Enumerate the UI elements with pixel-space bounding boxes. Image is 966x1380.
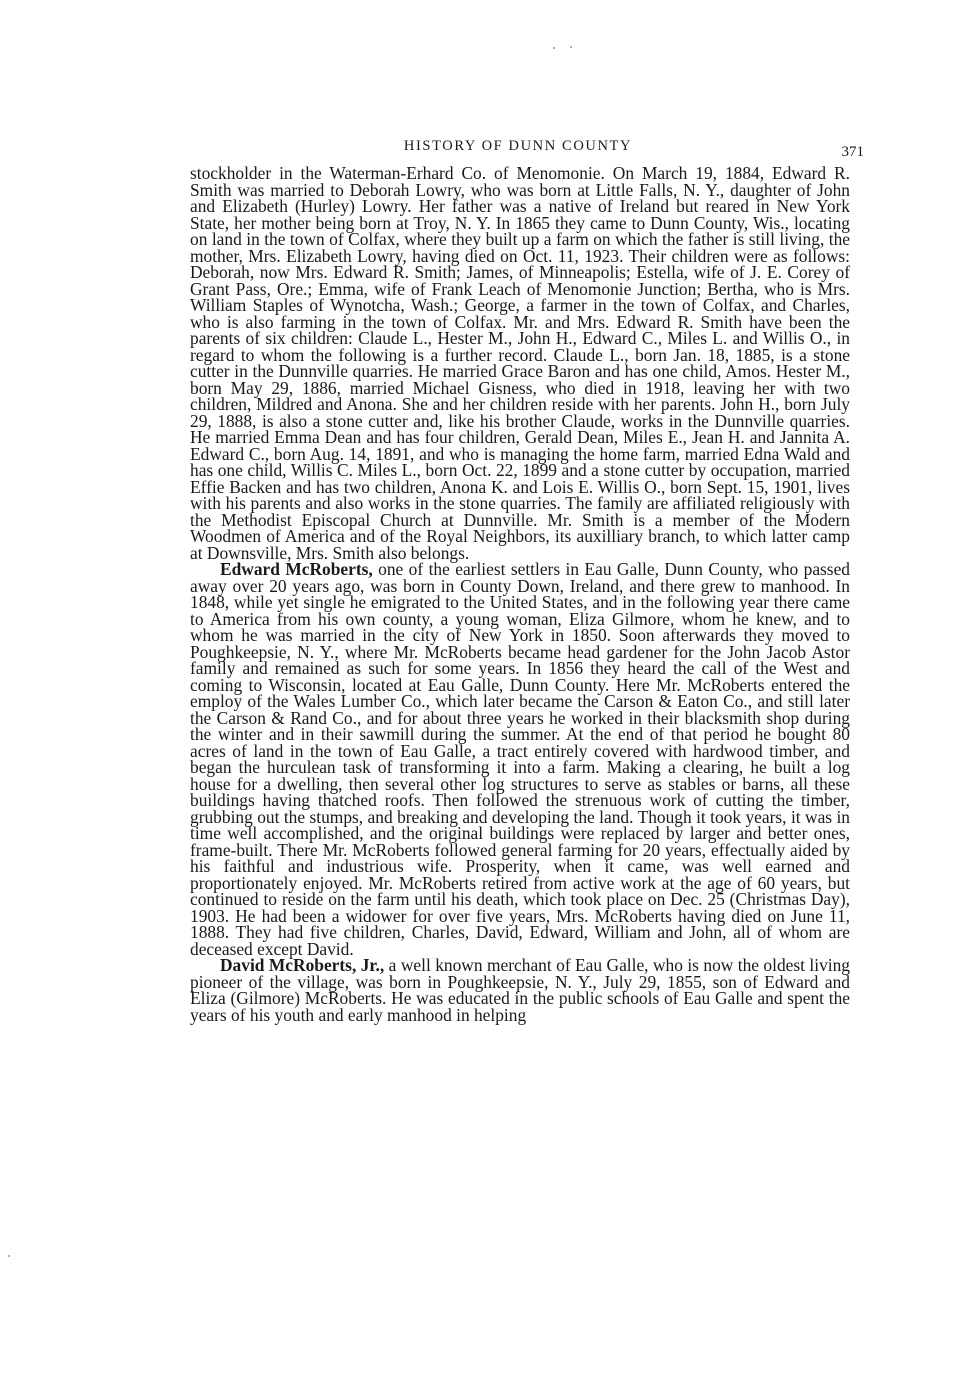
scan-speck bbox=[553, 47, 555, 49]
paragraph-david-mcroberts bbox=[190, 957, 850, 1023]
paragraph-text: a well known merchant of Eau Galle, who is now the oldest living pioneer of the village, was born in Poughkeepsie, N. Y., July 29, 1855, son of Edward and Eliza (Gilmore) McRoberts. He was educated in the public schools of Eau Galle and spent the years of his youth and early manhood in helping bbox=[190, 955, 850, 1025]
page-number: 371 bbox=[841, 144, 864, 160]
paragraph-smith-family bbox=[190, 165, 850, 561]
running-header bbox=[190, 138, 864, 160]
person-name-heading: Edward McRoberts, bbox=[220, 559, 373, 579]
scan-speck bbox=[8, 1255, 10, 1257]
body-text bbox=[190, 165, 850, 1023]
paragraph-edward-mcroberts bbox=[190, 561, 850, 957]
paragraph-text: stockholder in the Waterman-Erhard Co. of Menomonie. On March 19, 1884, Edward R. Smith was married to Deborah Lowry, who was born at Little Falls, N. Y., daughter of John and Elizabeth (Hurley) Lowry. Her father was a native of Ireland but reared in New York State, her mother being born at Troy, N. Y. In 1865 they came to Dunn County, Wis., locating on land in the town of Colfax, where they built up a farm on which the father is still living, the mother, Mrs. Elizabeth Lowry, having died on Oct. 11, 1923. Their children were as follows: Deborah, now Mrs. Edward R. Smith; James, of Minneapolis; Estella, wife of J. E. Corey of Grant Pass, Ore.; Emma, wife of Frank Leach of Menomonie Junction; Bertha, who is Mrs. William Staples of Wynotcha, Wash.; George, a farmer in the town of Colfax, and Charles, who is also farming in the town of Colfax. Mr. and Mrs. Edward R. Smith have been the parents of six children: Claude L., Hester M., John H., Edward C., Miles L. and Willis O., in regard to whom the following is a further record. Claude L., born Jan. 18, 1885, is a stone cutter in the Dunnville quarries. He married Grace Baron and has one child, Amos. Hester M., born May 29, 1886, married Michael Gisness, who died in 1918, leaving her with two children, Mildred and Anona. She and her children reside with her parents. John H., born July 29, 1888, is also a stone cutter and, like his brother Claude, works in the Dunnville quarries. He married Emma Dean and has four children, Gerald Dean, Miles E., Jean H. and Jannita A. Edward C., born Aug. 14, 1891, and who is managing the home farm, married Edna Wald and has one child, Willis C. Miles L., born Oct. 22, 1899 and a stone cutter by occupation, married Effie Backen and has two children, Anona K. and Lois E. Willis O., born Sept. 15, 1901, lives with his parents and also works in the stone quarries. The family are affiliated religiously with the Methodist Episcopal Church at Dunnville. Mr. Smith is a member of the Modern Woodmen of America and of the Royal Neighbors, its auxilliary branch, to which latter camp at Downsville, Mrs. Smith also belongs. bbox=[190, 163, 850, 563]
running-title: HISTORY OF DUNN COUNTY bbox=[403, 138, 633, 154]
scan-speck bbox=[570, 46, 572, 48]
paragraph-text: one of the earliest settlers in Eau Galle, Dunn County, who passed away over 20 years ago, was born in County Down, Ireland, and there grew to manhood. In 1848, while yet single he emigrated to the United States, and in the following year there came to America from his own county, a young woman, Eliza Gilmore, whom he knew, and to whom he was married in the city of New York in 1850. Soon afterwards they moved to Poughkeepsie, N. Y., where Mr. McRoberts became head gardener for the John Jacob Astor family and remained as such for some years. In 1856 they heard the call of the West and coming to Wisconsin, located at Eau Galle, Dunn County. Here Mr. McRoberts entered the employ of the Wales Lumber Co., which later became the Carson & Eaton Co., and still later the Carson & Rand Co., and for about three years he worked in their blacksmith shop during the winter and in their sawmill during the summer. At the end of that period he bought 80 acres of land in the town of Eau Galle, a tract entirely covered with hardwood timber, and began the hurculean task of transforming it into a farm. Making a clearing, he built a log house for a dwelling, then several other log structures to serve as stables or barns, all these buildings having thatched roofs. Then followed the strenuous work of cutting the timber, grubbing out the stumps, and breaking and developing the land. Though it took years, it was in time well accomplished, and the original buildings were replaced by larger and better ones, frame-built. There Mr. McRoberts followed general farming for 20 years, effectually aided by his faithful and industrious wife. Prosperity, when it came, was well earned and proportionately enjoyed. Mr. McRoberts retired from active work at the age of 60 years, but continued to reside on the farm until his death, which took place on Dec. 25 (Christmas Day), 1903. He had been a widower for over five years, Mrs. McRoberts having died on June 11, 1888. They had five children, Charles, David, Edward, William and John, all of whom are deceased except David. bbox=[190, 559, 850, 959]
person-name-heading: David McRoberts, Jr., bbox=[220, 955, 385, 975]
